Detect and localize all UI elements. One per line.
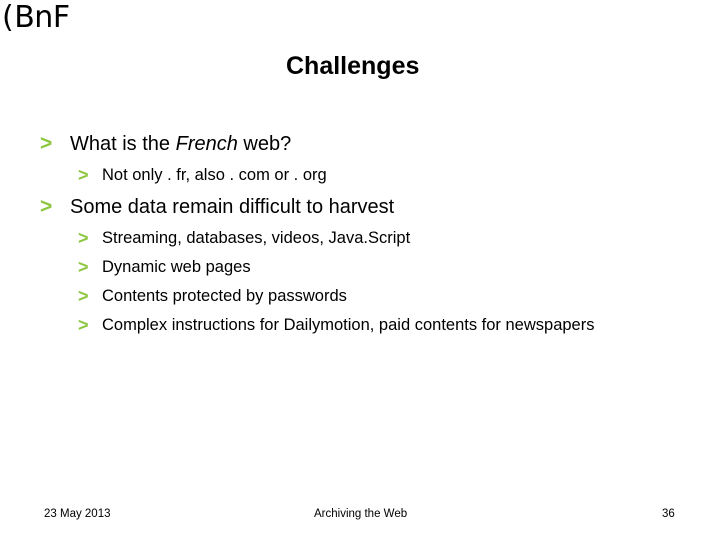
sub-bullet-text: Complex instructions for Dailymotion, paid contents for newspapers	[102, 316, 595, 334]
logo-paren: (	[2, 0, 14, 35]
bullet-prefix: What is the	[70, 132, 176, 155]
page-number: 36	[662, 508, 675, 520]
bullet-text: Some data remain difficult to harvest	[70, 195, 395, 218]
sub-bullet-arrow-icon: >	[78, 286, 89, 306]
sub-bullet-arrow-icon: >	[78, 228, 89, 248]
footer-title: Archiving the Web	[314, 508, 408, 520]
sub-bullet-dynamic-pages	[78, 257, 251, 278]
bullet-emphasis: French	[175, 132, 238, 155]
slide-title: Challenges	[286, 52, 420, 80]
logo-text: BnF	[14, 0, 70, 35]
bullet-text	[70, 133, 291, 156]
bullet-suffix: web?	[237, 132, 292, 155]
sub-bullet-complex-instructions	[78, 315, 594, 336]
sub-bullet-text: Dynamic web pages	[102, 258, 251, 276]
sub-bullet-text: Not only . fr, also . com or . org	[102, 166, 327, 184]
sub-bullet-arrow-icon: >	[78, 165, 89, 185]
sub-bullet-arrow-icon: >	[78, 315, 89, 335]
footer-date: 23 May 2013	[44, 508, 111, 520]
sub-bullet-streaming	[78, 228, 410, 249]
bullet-arrow-icon: >	[40, 195, 53, 218]
sub-bullet-text: Contents protected by passwords	[102, 287, 347, 305]
bullet-arrow-icon: >	[40, 132, 53, 155]
bnf-logo	[2, 0, 70, 36]
sub-bullet-not-only	[78, 165, 327, 186]
sub-bullet-arrow-icon: >	[78, 257, 89, 277]
bullet-difficult-harvest	[40, 195, 394, 219]
bullet-french-web	[40, 132, 291, 156]
sub-bullet-passwords	[78, 286, 347, 307]
sub-bullet-text: Streaming, databases, videos, Java.Script	[102, 229, 411, 247]
